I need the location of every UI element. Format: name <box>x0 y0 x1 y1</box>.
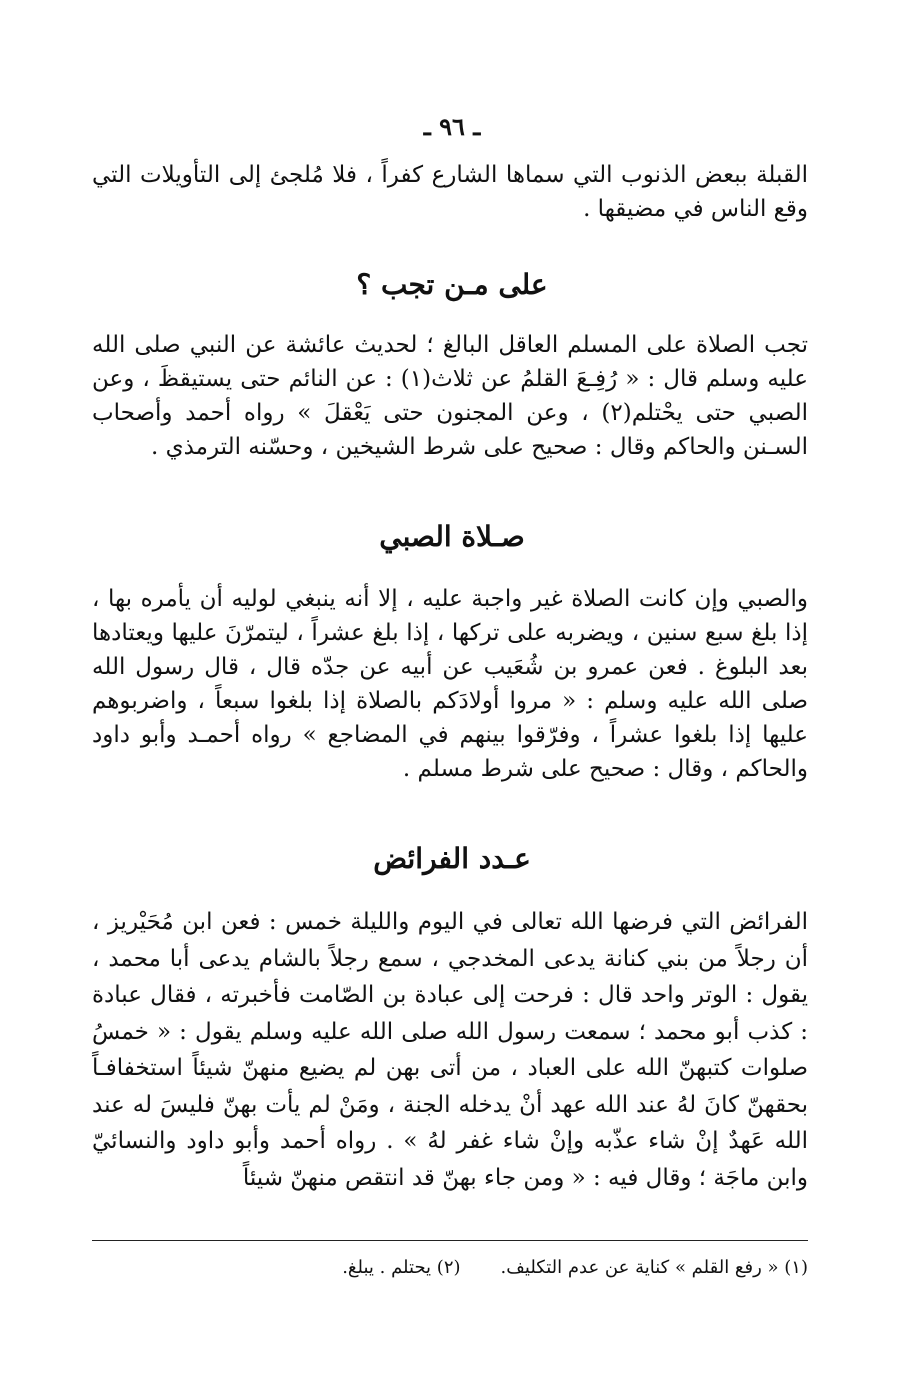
section-paragraph-child-prayer: والصبي وإن كانت الصلاة غير واجبة عليه ، إلا أنه ينبغي لوليه أن يأمره بها ، إذا بلغ سبع سنين ، ويضربه على تركها ، إذا بلغ عشراً ، ليتمرّنَ عليها ويعتادها بعد البلوغ . فعن عمرو بن شُعَيب عن أبيه عن جدّه قال ، قال رسول الله صلى الله عليه وسلم : « مروا أولادَكم بالصلاة إذا بلغوا سبعاً ، واضربوهم عليها إذا بلغوا عشراً ، وفرّقوا بينهم في المضاجع » رواه أحمـد وأبو داود والحاكم ، وقال : صحيح على شرط مسلم . <box>92 586 808 782</box>
page-number: ـ ٩٦ ـ <box>423 112 481 141</box>
section-heading-who-must-pray: على مـن تجب ؟ <box>356 268 548 301</box>
section-paragraph-who-must-pray: تجب الصلاة على المسلم العاقل البالغ ؛ لحديث عائشة عن النبي صلى الله عليه وسلم قال : « رُفِـعَ القلمُ عن ثلاث(١) : عن النائم حتى يستيقظَ ، وعن الصبي حتى يحْتلم(٢) ، وعن المجنون حتى يَعْقلَ » رواه أحمد وأصحاب السـنن والحاكم وقال : صحيح على شرط الشيخين ، وحسّنه الترمذي . <box>92 332 809 460</box>
intro-paragraph: القبلة ببعض الذنوب التي سماها الشارع كفراً ، فلا مُلجئ إلى التأويلات التي وقع الناس في مضيقها . <box>92 162 808 222</box>
section-heading-number-of-obligations: عـدد الفرائض <box>373 842 531 875</box>
section-paragraph-number-of-obligations: الفرائض التي فرضها الله تعالى في اليوم والليلة خمس : فعن ابن مُحَيْريز ، أن رجلاً من بني كنانة يدعى المخدجي ، سمع رجلاً بالشام يدعى أبا محمد ، يقول : الوتر واحد قال : فرحت إلى عبادة بن الصّامت فأخبرته ، فقال عبادة : كذب أبو محمد ؛ سمعت رسول الله صلى الله عليه وسلم يقول : « خمسُ صلوات كتبهنّ الله على العباد ، من أتى بهن لم يضيع منهنّ شيئاً استخفافـاً بحقهنّ كانَ لهُ عند الله عهد أنْ يدخله الجنة ، ومَنْ لم يأت بهنّ فليسَ له عند الله عَهدٌ إنْ شاء عذّبه وإنْ شاء غفر لهُ » . رواه أحمد وأبو داود والنسائيّ وابن ماجَة ؛ وقال فيه : « ومن جاء بهنّ قد انتقص منهنّ شيئاً <box>92 909 808 1191</box>
footnotes <box>92 1254 808 1282</box>
footnote-2: (٢) يحتلم . يبلغ. <box>342 1257 461 1278</box>
footnote-separator <box>92 1240 808 1241</box>
section-heading-child-prayer: صـلاة الصبي <box>379 520 525 553</box>
footnote-1: (١) « رفع القلم » كناية عن عدم التكليف. <box>500 1257 808 1278</box>
